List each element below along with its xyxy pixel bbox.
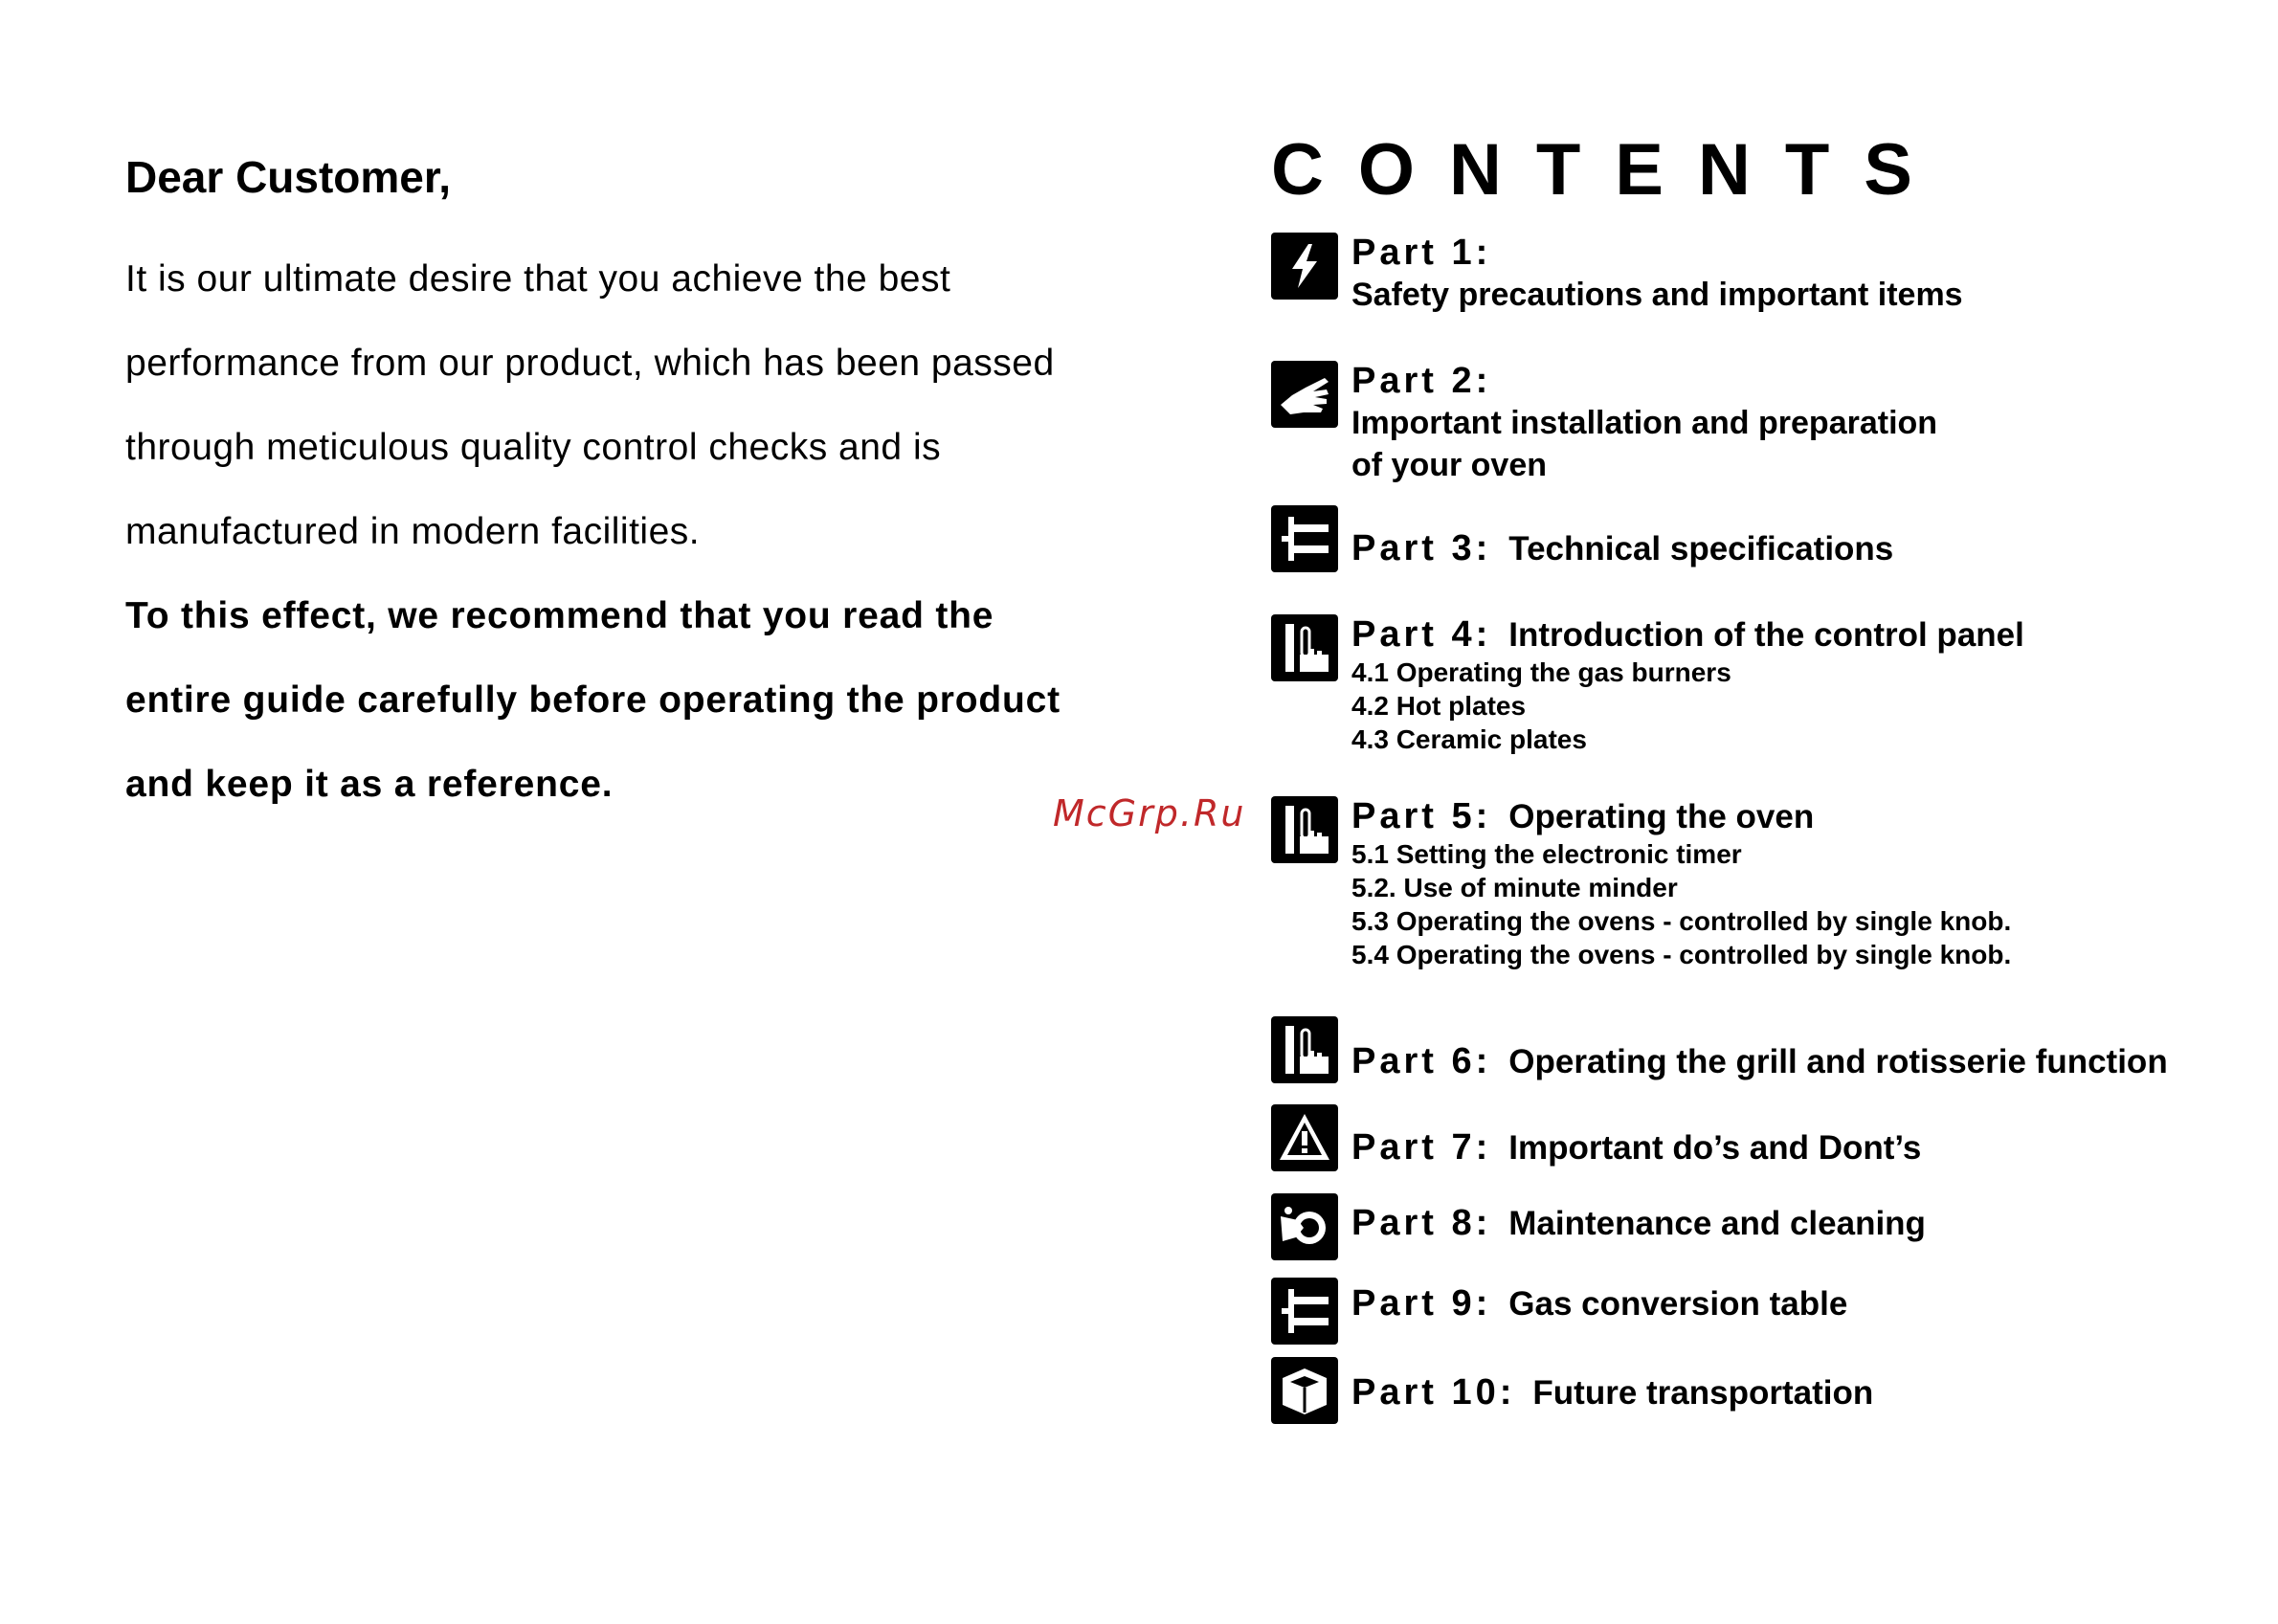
contents-entry-part-9[interactable] (1271, 1278, 1847, 1345)
part-title: Maintenance and cleaning (1508, 1205, 1926, 1242)
contents-entry-part-7[interactable] (1271, 1104, 1921, 1171)
letter-line: manufactured in modern facilities. (125, 511, 701, 552)
letter-line: performance from our product, which has been passed (125, 343, 1055, 384)
part-title: Safety precautions and important items (1351, 277, 1963, 313)
contents-entry-part-1[interactable] (1271, 233, 1963, 316)
subsection: 5.1 Setting the electronic timer (1351, 839, 1742, 869)
greeting: Dear Customer, (125, 152, 452, 202)
subsection: 5.3 Operating the ovens - controlled by single knob. (1351, 906, 2012, 936)
caliper-icon (1271, 1278, 1338, 1345)
contents-entry-part-8[interactable] (1271, 1193, 1926, 1260)
subsection: 4.2 Hot plates (1351, 691, 1527, 721)
contents-entry-part-4[interactable] (1271, 614, 2024, 756)
letter-bold-line: and keep it as a reference. (125, 764, 614, 805)
part-number: Part 5: (1351, 796, 1492, 836)
pointing-hand-icon (1271, 614, 1338, 681)
subsection: 4.3 Ceramic plates (1351, 724, 1587, 754)
part-title: Technical specifications (1508, 530, 1894, 567)
part-title: Gas conversion table (1508, 1285, 1848, 1323)
letter-bold-line: To this effect, we recommend that you read the (125, 595, 994, 636)
part-title: Future transportation (1532, 1374, 1874, 1412)
part-title: Operating the oven (1508, 798, 1815, 835)
part-number: Part 10: (1351, 1372, 1516, 1413)
part-title: Introduction of the control panel (1508, 616, 2024, 654)
part-number: Part 7: (1351, 1127, 1492, 1168)
pointing-hand-icon (1271, 1016, 1338, 1083)
part-number: Part 8: (1351, 1203, 1492, 1243)
contents-entry-part-10[interactable] (1271, 1357, 1873, 1424)
part-number: Part 4: (1351, 614, 1492, 655)
letter-bold-line: entire guide carefully before operating the product (125, 679, 1061, 721)
hand-icon (1271, 361, 1338, 428)
part-title: Operating the grill and rotisserie function (1508, 1043, 2168, 1080)
subsection: 4.1 Operating the gas burners (1351, 657, 1731, 687)
watermark: McGrp.Ru (1053, 792, 1246, 834)
part-title: Important installation and preparation (1351, 405, 1938, 441)
contents-entry-part-3[interactable] (1271, 505, 1893, 572)
lightning-icon (1271, 233, 1338, 300)
part-title-continued: of your oven (1351, 447, 1548, 483)
pointing-hand-icon (1271, 796, 1338, 863)
contents-entry-part-6[interactable] (1271, 1016, 2168, 1083)
subsection: 5.4 Operating the ovens - controlled by single knob. (1351, 940, 2012, 969)
letter-line: through meticulous quality control checks and is (125, 427, 942, 468)
cleaning-icon (1271, 1193, 1338, 1260)
letter-section (125, 144, 1140, 827)
warning-icon (1271, 1104, 1338, 1171)
part-number: Part 9: (1351, 1283, 1492, 1324)
contents-entry-part-5[interactable] (1271, 796, 2011, 971)
box-icon (1271, 1357, 1338, 1424)
part-title: Important do’s and Dont’s (1508, 1129, 1922, 1167)
part-number: Part 3: (1351, 528, 1492, 568)
part-number: Part 1: (1351, 233, 1492, 273)
part-number: Part 6: (1351, 1041, 1492, 1081)
part-number: Part 2: (1351, 361, 1492, 401)
contents-entry-part-2[interactable] (1271, 361, 1937, 486)
caliper-icon (1271, 505, 1338, 572)
subsection: 5.2. Use of minute minder (1351, 873, 1678, 902)
letter-line: It is our ultimate desire that you achieve the best (125, 258, 951, 300)
contents-title: CONTENTS (1271, 129, 1947, 211)
